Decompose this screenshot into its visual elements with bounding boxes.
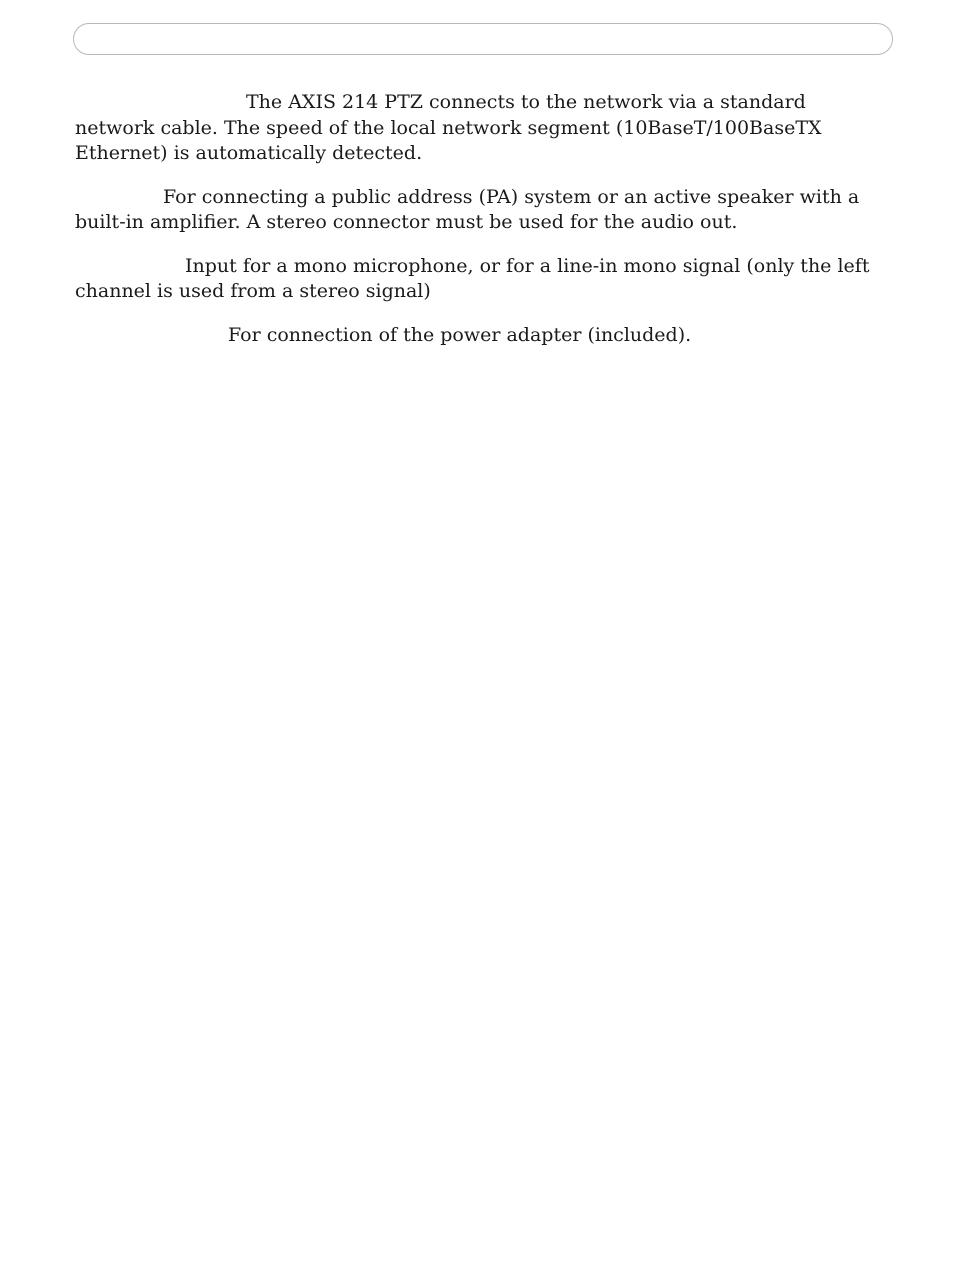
network-connector-description: The AXIS 214 PTZ connects to the network via a standard network cable. The speed of the local network segment (10BaseT/100BaseTX Ethernet) is automatically detected. bbox=[75, 91, 822, 164]
power-connector-description: For connection of the power adapter (included). bbox=[228, 323, 692, 346]
audio-in-description: Input for a mono microphone, or for a line-in mono signal (only the left channel is used from a stereo signal) bbox=[75, 254, 870, 302]
audio-out-description: For connecting a public address (PA) system or an active speaker with a built-in amplifier. A stereo connector must be used for the audio out. bbox=[75, 185, 860, 233]
page-content bbox=[75, 90, 890, 348]
header-bar bbox=[73, 23, 893, 55]
